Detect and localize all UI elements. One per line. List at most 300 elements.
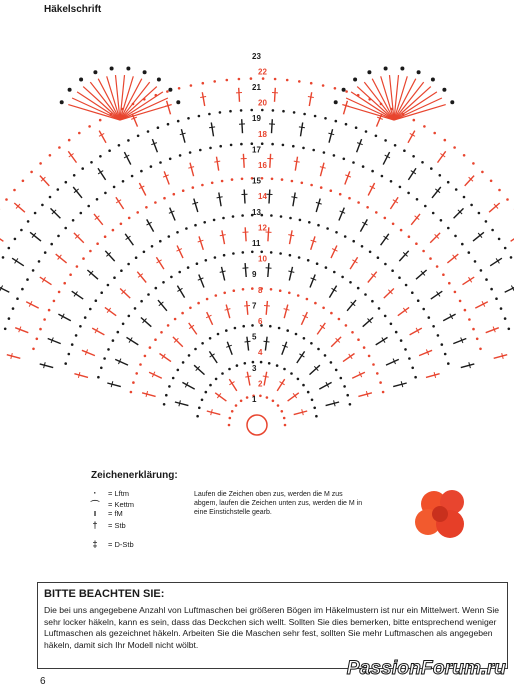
stitch-bar	[294, 161, 300, 162]
chain-dot	[215, 378, 218, 381]
chain-dot	[270, 288, 273, 291]
chain-dot	[399, 186, 402, 189]
stitch-mark	[209, 351, 217, 363]
chain-dot	[238, 78, 241, 81]
chain-dot	[324, 117, 327, 120]
chain-dot	[185, 227, 188, 230]
stitch-mark	[319, 382, 331, 389]
chain-dot	[343, 385, 346, 388]
picot-dot	[93, 70, 97, 74]
chain-dot	[189, 307, 192, 310]
chain-dot	[131, 175, 134, 178]
chain-dot	[447, 227, 450, 230]
stitch-mark	[147, 219, 154, 231]
chain-dot	[5, 198, 8, 201]
chain-dot	[485, 220, 488, 223]
stitch-mark	[326, 402, 340, 406]
chain-dot	[349, 403, 352, 406]
stitch-mark	[139, 183, 145, 196]
chain-dot	[132, 381, 135, 384]
chain-dot	[99, 155, 102, 158]
chain-dot	[259, 395, 262, 398]
stitch-mark	[297, 351, 305, 363]
chain-dot	[251, 324, 254, 327]
stitch-mark	[339, 208, 344, 221]
chain-dot	[269, 325, 272, 328]
chain-dot	[459, 300, 462, 303]
chain-dot	[130, 391, 133, 394]
picot-dot	[334, 100, 338, 104]
stitch-mark	[320, 163, 324, 177]
chain-dot	[299, 219, 302, 222]
chain-dot	[395, 331, 398, 334]
chain-dot	[504, 247, 507, 250]
stitch-bar	[217, 197, 223, 198]
stitch-mark	[152, 139, 157, 152]
chain-dot	[448, 282, 451, 285]
stitch-bar	[263, 376, 269, 377]
stitch-mark	[266, 301, 267, 315]
chain-dot	[295, 333, 298, 336]
chain-dot	[182, 361, 185, 364]
chain-dot	[276, 364, 279, 367]
chain-dot	[4, 328, 7, 331]
chain-dot	[233, 289, 236, 292]
stitch-mark	[293, 193, 295, 207]
chain-dot	[44, 251, 47, 254]
stitch-mark	[149, 372, 162, 378]
fan-stitch	[394, 92, 437, 120]
stitch-mark	[270, 154, 271, 168]
chain-dot	[344, 235, 347, 238]
chain-dot	[352, 161, 355, 164]
stitch-mark	[419, 350, 432, 355]
chain-dot	[436, 265, 439, 268]
stitch-mark	[352, 372, 365, 378]
chain-dot	[270, 214, 273, 217]
chain-dot	[68, 139, 71, 142]
chain-dot	[190, 84, 193, 87]
chain-dot	[166, 90, 169, 93]
chain-dot	[113, 276, 116, 279]
chain-dot	[128, 315, 131, 318]
picot-dot	[157, 78, 161, 82]
chain-dot	[201, 184, 204, 187]
stitch-mark	[181, 129, 185, 143]
chain-dot	[246, 396, 249, 399]
chain-dot	[390, 323, 393, 326]
chain-dot	[335, 369, 338, 372]
chain-dot	[112, 339, 115, 342]
chain-dot	[84, 316, 87, 319]
chain-dot	[313, 407, 316, 410]
chain-dot	[268, 362, 271, 365]
picot-dot	[126, 67, 130, 71]
chain-dot	[213, 219, 216, 222]
round-number: 21	[252, 83, 261, 92]
chain-dot	[341, 276, 344, 279]
chain-dot	[371, 170, 374, 173]
chain-dot	[317, 348, 320, 351]
round-number: 15	[252, 176, 261, 186]
attention-text: Die bei uns angegebene Anzahl von Luftmaschen bei größeren Bögen im Häkelmustern ist nur ein Mittelwert. Wenn Sie sehr locker häkeln, kann es sein, dass das Deckchen sich wellt. Sollten Sie dies bemerken, bitte entsprechend weniger Luftmaschen als gezeichnet häkeln. Arbeiten Sie die Maschen sehr fest, sollten Sie mehr Luftmaschen als angegeben häkeln, damit sich Ihr Modell nicht wölbt.	[44, 605, 500, 650]
stitch-mark	[202, 92, 204, 106]
chain-dot	[173, 193, 176, 196]
stitch-mark	[116, 197, 124, 209]
chain-dot	[96, 198, 99, 201]
chain-dot	[169, 158, 172, 161]
chain-dot	[364, 293, 367, 296]
stitch-mark	[358, 393, 372, 397]
chain-dot	[240, 400, 243, 403]
chain-dot	[262, 77, 265, 80]
chain-dot	[339, 193, 342, 196]
chain-dot	[404, 348, 407, 351]
round-number: 18	[258, 129, 267, 139]
chain-dot	[308, 221, 311, 224]
chain-dot	[315, 415, 318, 418]
chain-dot	[414, 376, 417, 379]
chain-dot	[411, 367, 414, 370]
chain-dot	[49, 196, 52, 199]
chain-dot	[261, 142, 264, 145]
chain-dot	[69, 273, 72, 276]
stitch-mark	[410, 328, 422, 335]
fan-stitch	[90, 82, 120, 120]
chain-dot	[217, 333, 220, 336]
stitch-mark	[301, 312, 307, 325]
chain-dot	[140, 300, 143, 303]
stitch-mark	[269, 190, 270, 204]
round-number: 13	[252, 207, 261, 217]
chain-dot	[53, 300, 56, 303]
chain-dot	[113, 186, 116, 189]
chain-dot	[348, 197, 351, 200]
legend-item-dstb: ‡ = D-Stb	[86, 538, 134, 550]
chain-dot	[345, 90, 348, 93]
stitch-bar	[291, 197, 297, 198]
chain-dot	[490, 288, 493, 291]
chain-dot	[376, 372, 379, 375]
chain-dot	[250, 109, 253, 112]
chain-dot	[196, 262, 199, 265]
stitch-mark	[289, 267, 292, 281]
chain-dot	[206, 298, 209, 301]
chain-dot	[481, 171, 484, 174]
picot-dot	[176, 100, 180, 104]
chain-dot	[310, 184, 313, 187]
chain-dot	[58, 146, 61, 149]
chain-dot	[167, 123, 170, 126]
picot-dot	[168, 88, 172, 92]
stitch-mark	[284, 305, 288, 319]
stitch-mark	[219, 193, 221, 207]
fan-stitch	[364, 82, 394, 120]
chain-dot	[278, 327, 281, 330]
chain-dot	[474, 260, 477, 263]
chain-dot	[147, 130, 150, 133]
chain-dot	[335, 120, 338, 123]
stitch-mark	[177, 286, 184, 298]
stitch-mark	[7, 355, 20, 359]
stitch-mark	[177, 246, 183, 259]
fan-stitch	[120, 98, 168, 120]
chain-dot	[228, 424, 231, 427]
chain-dot	[104, 235, 107, 238]
stitch-mark	[48, 339, 61, 344]
chain-dot	[320, 186, 323, 189]
chain-dot	[145, 206, 148, 209]
chain-dot	[244, 362, 247, 365]
chain-dot	[12, 307, 15, 310]
chain-dot	[73, 174, 76, 177]
chain-dot	[202, 82, 205, 85]
chain-dot	[490, 180, 493, 183]
chain-dot	[440, 219, 443, 222]
stitch-mark	[15, 328, 28, 333]
stitch-mark	[264, 372, 267, 386]
chain-dot	[65, 181, 68, 184]
stitch-mark	[390, 197, 398, 209]
chain-dot	[307, 259, 310, 262]
chain-dot	[363, 346, 366, 349]
stitch-mark	[329, 286, 336, 298]
stitch-mark	[494, 355, 508, 359]
chain-dot	[472, 328, 475, 331]
chain-dot	[346, 394, 349, 397]
page-title: Häkelschrift	[44, 4, 102, 15]
stitch-mark	[301, 123, 303, 137]
chain-dot	[178, 271, 181, 274]
legend-item-fm: ı = fM	[86, 507, 123, 519]
stitch-mark	[295, 157, 297, 171]
chain-dot	[14, 238, 17, 241]
stitch-bar	[243, 268, 249, 269]
chain-dot	[107, 348, 110, 351]
round-number: 1	[252, 395, 257, 404]
chain-dot	[82, 257, 85, 260]
stitch-mark	[226, 305, 230, 319]
chain-dot	[378, 307, 381, 310]
round-number: 9	[252, 270, 257, 280]
chain-dot	[400, 229, 403, 232]
chain-dot	[349, 281, 352, 284]
stitch-mark	[357, 139, 362, 152]
chain-dot	[500, 307, 503, 310]
stitch-mark	[268, 263, 269, 277]
chain-dot	[57, 235, 60, 238]
chain-dot	[432, 325, 435, 328]
round-number: 16	[258, 161, 267, 170]
chain-dot	[301, 182, 304, 185]
chain-dot	[310, 342, 313, 345]
chain-dot	[330, 361, 333, 364]
stitch-mark	[99, 131, 106, 143]
stitch-mark	[217, 157, 219, 171]
round-number: 3	[252, 363, 257, 373]
chain-dot	[303, 113, 306, 116]
chain-dot	[182, 189, 185, 192]
chain-dot	[32, 348, 35, 351]
chain-dot	[444, 353, 447, 356]
stitch-mark	[199, 275, 204, 288]
chain-dot	[177, 120, 180, 123]
chain-dot	[375, 135, 378, 138]
center-ring	[247, 415, 267, 435]
picot-dot	[442, 88, 446, 92]
chain-dot	[201, 342, 204, 345]
chain-dot	[187, 117, 190, 120]
chain-dot	[76, 265, 79, 268]
round-number: 10	[258, 254, 267, 264]
chain-dot	[398, 276, 401, 279]
chain-dot	[117, 331, 120, 334]
stitch-bar	[288, 271, 294, 272]
chain-dot	[181, 312, 184, 315]
chain-dot	[149, 346, 152, 349]
legend-item-lftm: · = Lftm	[86, 487, 129, 499]
chain-dot	[81, 167, 84, 170]
chain-dot	[251, 251, 254, 254]
fan-stitch	[346, 98, 394, 120]
chain-dot	[139, 363, 142, 366]
chain-dot	[480, 269, 483, 272]
chain-dot	[412, 155, 415, 158]
chain-dot	[439, 174, 442, 177]
chain-dot	[135, 256, 138, 259]
chain-dot	[240, 143, 243, 146]
chain-dot	[221, 372, 224, 375]
page-number: 6	[40, 676, 46, 687]
stitch-mark	[265, 337, 267, 351]
stitch-mark	[40, 364, 54, 368]
chain-dot	[144, 355, 147, 358]
picot-dot	[384, 67, 388, 71]
stitch-mark	[272, 119, 273, 133]
chain-dot	[424, 205, 427, 208]
picot-dot	[431, 78, 435, 82]
chain-dot	[394, 144, 397, 147]
chain-dot	[453, 146, 456, 149]
round-number: 14	[258, 192, 267, 202]
chain-dot	[20, 229, 23, 232]
chain-dot	[291, 180, 294, 183]
chain-dot	[454, 291, 457, 294]
stitch-mark	[245, 227, 246, 241]
chain-dot	[444, 139, 447, 142]
chain-dot	[491, 229, 494, 232]
chain-dot	[297, 378, 300, 381]
chain-dot	[208, 113, 211, 116]
chain-dot	[36, 338, 39, 341]
decrease-note: Laufen die Zeichen oben zus, werden die M zus abgem, laufen die Zeichen unten zus, werden die M in eine Einstichstelle gearb.	[194, 491, 363, 516]
legend-title: Zeichenerklärung:	[91, 470, 178, 481]
chain-dot	[274, 78, 277, 81]
stitch-bar	[266, 268, 272, 269]
stitch-mark	[360, 219, 367, 231]
chain-dot	[472, 162, 475, 165]
chain-dot	[266, 396, 269, 399]
chain-dot	[322, 84, 325, 87]
stitch-mark	[268, 227, 269, 241]
stitch-bar	[200, 97, 206, 98]
chain-dot	[21, 288, 24, 291]
chain-dot	[108, 149, 111, 152]
chain-dot	[271, 143, 274, 146]
chain-dot	[235, 404, 238, 407]
chain-dot	[196, 415, 199, 418]
chain-dot	[506, 198, 509, 201]
chain-dot	[334, 87, 337, 90]
chain-dot	[100, 367, 103, 370]
chain-dot	[64, 362, 67, 365]
stitch-mark	[368, 183, 374, 196]
chain-dot	[289, 254, 292, 257]
chain-dot	[8, 247, 11, 250]
chain-dot	[468, 251, 471, 254]
chain-dot	[355, 126, 358, 129]
chain-dot	[391, 269, 394, 272]
stitch-mark	[227, 342, 232, 355]
stitch-mark	[211, 123, 213, 137]
stitch-mark	[345, 171, 350, 184]
chain-dot	[362, 165, 365, 168]
stitch-mark	[127, 337, 139, 345]
stitch-mark	[222, 267, 225, 281]
chain-dot	[241, 178, 244, 181]
round-number: 2	[258, 379, 263, 389]
chain-dot	[366, 206, 369, 209]
chain-dot	[232, 252, 235, 255]
chain-dot	[498, 189, 501, 192]
picot-dot	[417, 70, 421, 74]
chain-dot	[79, 325, 82, 328]
chain-dot	[361, 245, 364, 248]
stitch-mark	[461, 364, 475, 368]
stitch-mark	[282, 342, 287, 355]
chain-dot	[194, 224, 197, 227]
chain-dot	[311, 399, 314, 402]
chain-dot	[442, 273, 445, 276]
picot-dot	[342, 88, 346, 92]
chain-dot	[176, 231, 179, 234]
chain-dot	[48, 309, 51, 312]
attention-title: BITTE BEACHTEN SIE:	[44, 588, 165, 600]
chain-dot	[335, 231, 338, 234]
stitch-mark	[490, 258, 502, 266]
stitch-mark	[74, 374, 88, 378]
round-number: 7	[252, 301, 257, 311]
chain-dot	[251, 287, 254, 290]
chain-dot	[188, 354, 191, 357]
chain-dot	[357, 287, 360, 290]
chain-dot	[307, 391, 310, 394]
chain-dot	[198, 115, 201, 118]
stitch-mark	[331, 246, 337, 259]
chain-dot	[88, 125, 91, 128]
stitch-bar	[245, 376, 251, 377]
chain-dot	[49, 154, 52, 157]
chain-dot	[463, 154, 466, 157]
chain-dot	[416, 198, 419, 201]
chain-dot	[281, 178, 284, 181]
chain-dot	[219, 111, 222, 114]
picot-dot	[110, 67, 114, 71]
chain-dot	[407, 192, 410, 195]
chain-dot	[162, 281, 165, 284]
chain-dot	[403, 149, 406, 152]
stitch-mark	[156, 257, 164, 269]
